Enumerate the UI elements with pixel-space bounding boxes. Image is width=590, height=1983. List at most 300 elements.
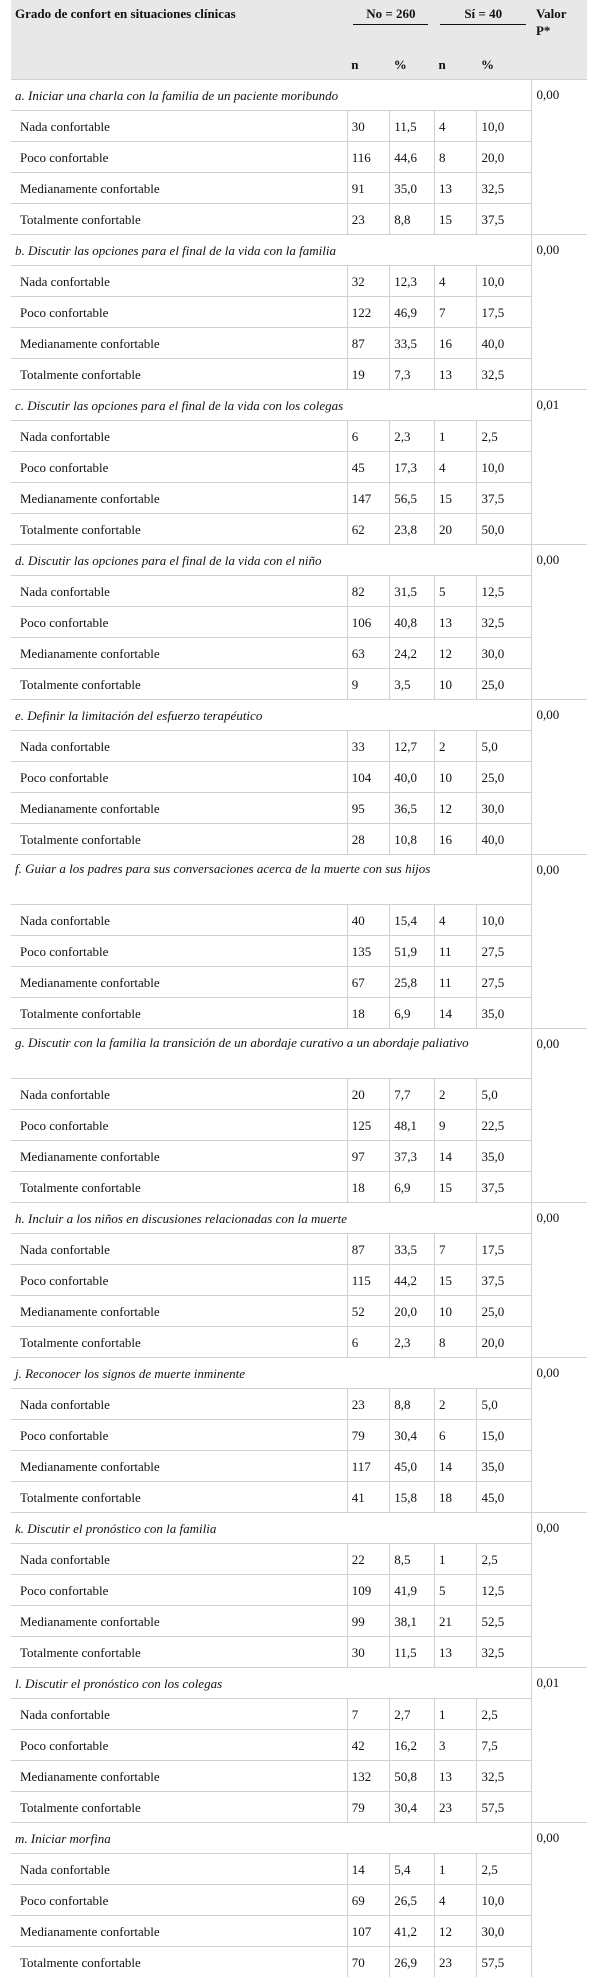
table-row	[11, 514, 587, 545]
comfort-level-label: Nada confortable	[11, 266, 347, 297]
table-row	[11, 483, 587, 514]
no-count: 62	[347, 514, 390, 545]
table-row	[11, 1916, 587, 1947]
si-count: 21	[434, 1606, 477, 1637]
no-percent: 10,8	[390, 824, 435, 855]
si-count: 12	[434, 1916, 477, 1947]
table-row	[11, 266, 587, 297]
si-percent: 37,5	[477, 1172, 532, 1203]
no-percent: 30,4	[390, 1420, 435, 1451]
si-count: 1	[434, 1854, 477, 1885]
header-group-no: No = 260	[347, 0, 434, 49]
comfort-level-label: Nada confortable	[11, 576, 347, 607]
no-percent: 37,3	[390, 1141, 435, 1172]
si-count: 13	[434, 1761, 477, 1792]
p-value: 0,00	[532, 855, 587, 1029]
no-percent: 41,9	[390, 1575, 435, 1606]
si-count: 1	[434, 1699, 477, 1730]
table-row	[11, 1141, 587, 1172]
si-percent: 12,5	[477, 576, 532, 607]
section-row	[11, 390, 587, 421]
header-no-pct: %	[390, 49, 435, 80]
no-count: 91	[347, 173, 390, 204]
si-count: 10	[434, 762, 477, 793]
si-percent: 50,0	[477, 514, 532, 545]
table-row	[11, 1389, 587, 1420]
table-row	[11, 111, 587, 142]
si-count: 5	[434, 576, 477, 607]
si-count: 2	[434, 731, 477, 762]
si-percent: 30,0	[477, 638, 532, 669]
si-count: 14	[434, 998, 477, 1029]
comfort-level-label: Nada confortable	[11, 1854, 347, 1885]
section-row	[11, 235, 587, 266]
no-count: 63	[347, 638, 390, 669]
si-count: 16	[434, 824, 477, 855]
comfort-level-label: Medianamente confortable	[11, 173, 347, 204]
table-row	[11, 998, 587, 1029]
si-count: 23	[434, 1792, 477, 1823]
comfort-level-label: Medianamente confortable	[11, 967, 347, 998]
no-count: 9	[347, 669, 390, 700]
no-percent: 33,5	[390, 1234, 435, 1265]
table-header	[11, 0, 587, 80]
si-percent: 57,5	[477, 1947, 532, 1978]
si-percent: 2,5	[477, 421, 532, 452]
no-count: 33	[347, 731, 390, 762]
no-percent: 16,2	[390, 1730, 435, 1761]
si-count: 12	[434, 793, 477, 824]
si-percent: 40,0	[477, 328, 532, 359]
si-percent: 5,0	[477, 1389, 532, 1420]
no-count: 116	[347, 142, 390, 173]
table-row	[11, 638, 587, 669]
no-count: 95	[347, 793, 390, 824]
comfort-level-label: Poco confortable	[11, 297, 347, 328]
comfort-level-label: Poco confortable	[11, 607, 347, 638]
no-percent: 5,4	[390, 1854, 435, 1885]
comfort-level-label: Medianamente confortable	[11, 638, 347, 669]
si-percent: 27,5	[477, 936, 532, 967]
section-title: f. Guiar a los padres para sus conversaciones acerca de la muerte con sus hijos	[11, 855, 532, 905]
si-count: 23	[434, 1947, 477, 1978]
no-count: 99	[347, 1606, 390, 1637]
comfort-level-label: Poco confortable	[11, 1730, 347, 1761]
no-count: 52	[347, 1296, 390, 1327]
table-row	[11, 1544, 587, 1575]
p-value: 0,00	[532, 235, 587, 390]
si-count: 4	[434, 111, 477, 142]
no-percent: 51,9	[390, 936, 435, 967]
header-pvalue: Valor P*	[532, 0, 587, 80]
comfort-level-label: Totalmente confortable	[11, 359, 347, 390]
no-count: 23	[347, 204, 390, 235]
table-row	[11, 1172, 587, 1203]
section-row	[11, 700, 587, 731]
si-count: 1	[434, 421, 477, 452]
section-title: e. Definir la limitación del esfuerzo terapéutico	[11, 700, 532, 731]
section-title: h. Incluir a los niños en discusiones relacionadas con la muerte	[11, 1203, 532, 1234]
si-percent: 20,0	[477, 1327, 532, 1358]
si-percent: 40,0	[477, 824, 532, 855]
table-body	[11, 80, 587, 1978]
no-count: 67	[347, 967, 390, 998]
no-count: 79	[347, 1420, 390, 1451]
si-percent: 25,0	[477, 669, 532, 700]
no-count: 97	[347, 1141, 390, 1172]
section-title: b. Discutir las opciones para el final de la vida con la familia	[11, 235, 532, 266]
no-percent: 11,5	[390, 1637, 435, 1668]
si-percent: 10,0	[477, 452, 532, 483]
comfort-level-label: Poco confortable	[11, 1575, 347, 1606]
si-count: 15	[434, 1172, 477, 1203]
no-percent: 17,3	[390, 452, 435, 483]
section-title: m. Iniciar morfina	[11, 1823, 532, 1854]
header-label-column: Grado de confort en situaciones clínicas	[11, 0, 347, 49]
comfort-level-label: Poco confortable	[11, 1885, 347, 1916]
si-percent: 32,5	[477, 1637, 532, 1668]
no-count: 122	[347, 297, 390, 328]
section-title: j. Reconocer los signos de muerte inminente	[11, 1358, 532, 1389]
no-count: 18	[347, 1172, 390, 1203]
table-row	[11, 1606, 587, 1637]
comfort-level-label: Medianamente confortable	[11, 1761, 347, 1792]
no-percent: 26,5	[390, 1885, 435, 1916]
si-count: 10	[434, 669, 477, 700]
si-percent: 7,5	[477, 1730, 532, 1761]
si-percent: 45,0	[477, 1482, 532, 1513]
table-row	[11, 1792, 587, 1823]
no-percent: 8,8	[390, 1389, 435, 1420]
p-value: 0,01	[532, 390, 587, 545]
si-count: 18	[434, 1482, 477, 1513]
table-row	[11, 452, 587, 483]
table-row	[11, 905, 587, 936]
no-percent: 7,7	[390, 1079, 435, 1110]
section-title: d. Discutir las opciones para el final de la vida con el niño	[11, 545, 532, 576]
table-row	[11, 1110, 587, 1141]
no-count: 28	[347, 824, 390, 855]
no-percent: 25,8	[390, 967, 435, 998]
table-row	[11, 1451, 587, 1482]
si-count: 4	[434, 1885, 477, 1916]
comfort-level-label: Nada confortable	[11, 731, 347, 762]
comfort-level-label: Totalmente confortable	[11, 1792, 347, 1823]
no-count: 147	[347, 483, 390, 514]
si-percent: 35,0	[477, 998, 532, 1029]
si-percent: 37,5	[477, 204, 532, 235]
si-percent: 17,5	[477, 297, 532, 328]
no-count: 7	[347, 1699, 390, 1730]
si-percent: 5,0	[477, 1079, 532, 1110]
si-count: 8	[434, 1327, 477, 1358]
comfort-level-label: Poco confortable	[11, 762, 347, 793]
section-row	[11, 1358, 587, 1389]
si-percent: 32,5	[477, 359, 532, 390]
table-row	[11, 328, 587, 359]
table-row	[11, 1296, 587, 1327]
comfort-level-label: Medianamente confortable	[11, 1916, 347, 1947]
no-percent: 11,5	[390, 111, 435, 142]
si-count: 2	[434, 1079, 477, 1110]
no-percent: 33,5	[390, 328, 435, 359]
no-percent: 41,2	[390, 1916, 435, 1947]
no-percent: 7,3	[390, 359, 435, 390]
si-percent: 37,5	[477, 483, 532, 514]
no-percent: 45,0	[390, 1451, 435, 1482]
comfort-level-label: Medianamente confortable	[11, 1296, 347, 1327]
section-title: l. Discutir el pronóstico con los colegas	[11, 1668, 532, 1699]
table-row	[11, 607, 587, 638]
si-count: 12	[434, 638, 477, 669]
no-percent: 44,2	[390, 1265, 435, 1296]
section-row	[11, 1513, 587, 1544]
no-count: 22	[347, 1544, 390, 1575]
no-count: 69	[347, 1885, 390, 1916]
si-percent: 25,0	[477, 762, 532, 793]
no-count: 14	[347, 1854, 390, 1885]
si-percent: 5,0	[477, 731, 532, 762]
no-percent: 48,1	[390, 1110, 435, 1141]
si-percent: 32,5	[477, 607, 532, 638]
no-percent: 38,1	[390, 1606, 435, 1637]
no-count: 117	[347, 1451, 390, 1482]
si-count: 20	[434, 514, 477, 545]
no-count: 40	[347, 905, 390, 936]
comfort-level-label: Nada confortable	[11, 111, 347, 142]
comfort-level-label: Medianamente confortable	[11, 1606, 347, 1637]
section-row	[11, 80, 587, 111]
comfort-level-label: Nada confortable	[11, 1079, 347, 1110]
section-title: g. Discutir con la familia la transición de un abordaje curativo a un abordaje paliativo	[11, 1029, 532, 1079]
table-row	[11, 1575, 587, 1606]
si-count: 15	[434, 204, 477, 235]
no-percent: 26,9	[390, 1947, 435, 1978]
section-row	[11, 545, 587, 576]
section-row	[11, 1203, 587, 1234]
p-value: 0,00	[532, 700, 587, 855]
no-percent: 56,5	[390, 483, 435, 514]
section-title: k. Discutir el pronóstico con la familia	[11, 1513, 532, 1544]
si-percent: 35,0	[477, 1141, 532, 1172]
header-si-pct: %	[477, 49, 532, 80]
table-row	[11, 936, 587, 967]
no-count: 115	[347, 1265, 390, 1296]
no-percent: 8,8	[390, 204, 435, 235]
no-percent: 50,8	[390, 1761, 435, 1792]
no-percent: 2,7	[390, 1699, 435, 1730]
comfort-level-label: Poco confortable	[11, 936, 347, 967]
no-count: 79	[347, 1792, 390, 1823]
no-percent: 36,5	[390, 793, 435, 824]
no-percent: 23,8	[390, 514, 435, 545]
table-row	[11, 967, 587, 998]
table-row	[11, 1079, 587, 1110]
no-percent: 30,4	[390, 1792, 435, 1823]
section-row	[11, 1823, 587, 1854]
table-row	[11, 793, 587, 824]
no-count: 135	[347, 936, 390, 967]
no-count: 6	[347, 1327, 390, 1358]
table-row	[11, 731, 587, 762]
section-row	[11, 1029, 587, 1079]
no-count: 30	[347, 1637, 390, 1668]
si-count: 13	[434, 173, 477, 204]
no-count: 19	[347, 359, 390, 390]
si-count: 11	[434, 936, 477, 967]
comfort-level-label: Nada confortable	[11, 1389, 347, 1420]
header-group-si: Sí = 40	[434, 0, 532, 49]
p-value: 0,00	[532, 80, 587, 235]
comfort-level-label: Poco confortable	[11, 452, 347, 483]
si-count: 3	[434, 1730, 477, 1761]
no-percent: 12,3	[390, 266, 435, 297]
table-row	[11, 297, 587, 328]
si-percent: 35,0	[477, 1451, 532, 1482]
comfort-level-label: Medianamente confortable	[11, 793, 347, 824]
si-percent: 27,5	[477, 967, 532, 998]
comfort-level-label: Totalmente confortable	[11, 514, 347, 545]
si-count: 13	[434, 359, 477, 390]
si-count: 5	[434, 1575, 477, 1606]
si-percent: 22,5	[477, 1110, 532, 1141]
no-count: 104	[347, 762, 390, 793]
no-percent: 20,0	[390, 1296, 435, 1327]
si-percent: 2,5	[477, 1699, 532, 1730]
comfort-level-label: Totalmente confortable	[11, 1327, 347, 1358]
comfort-level-label: Medianamente confortable	[11, 328, 347, 359]
no-percent: 15,8	[390, 1482, 435, 1513]
comfort-level-label: Nada confortable	[11, 1544, 347, 1575]
comfort-level-label: Poco confortable	[11, 1110, 347, 1141]
si-count: 2	[434, 1389, 477, 1420]
si-percent: 30,0	[477, 1916, 532, 1947]
no-count: 106	[347, 607, 390, 638]
no-count: 32	[347, 266, 390, 297]
table-row	[11, 576, 587, 607]
no-count: 45	[347, 452, 390, 483]
no-count: 20	[347, 1079, 390, 1110]
no-percent: 12,7	[390, 731, 435, 762]
si-count: 4	[434, 266, 477, 297]
comfort-level-label: Poco confortable	[11, 1265, 347, 1296]
no-count: 70	[347, 1947, 390, 1978]
p-value: 0,00	[532, 545, 587, 700]
table-row	[11, 1730, 587, 1761]
si-count: 4	[434, 905, 477, 936]
si-count: 15	[434, 1265, 477, 1296]
comfort-level-label: Totalmente confortable	[11, 1172, 347, 1203]
table-row	[11, 1265, 587, 1296]
no-percent: 31,5	[390, 576, 435, 607]
si-percent: 25,0	[477, 1296, 532, 1327]
table-row	[11, 762, 587, 793]
p-value: 0,00	[532, 1358, 587, 1513]
table-row	[11, 1854, 587, 1885]
p-value: 0,00	[532, 1029, 587, 1203]
si-percent: 10,0	[477, 111, 532, 142]
si-count: 14	[434, 1451, 477, 1482]
no-percent: 44,6	[390, 142, 435, 173]
comfort-level-label: Totalmente confortable	[11, 1482, 347, 1513]
comfort-level-label: Poco confortable	[11, 142, 347, 173]
section-title: c. Discutir las opciones para el final de la vida con los colegas	[11, 390, 532, 421]
si-count: 1	[434, 1544, 477, 1575]
comfort-level-label: Totalmente confortable	[11, 669, 347, 700]
si-count: 16	[434, 328, 477, 359]
section-title: a. Iniciar una charla con la familia de un paciente moribundo	[11, 80, 532, 111]
si-count: 4	[434, 452, 477, 483]
si-percent: 17,5	[477, 1234, 532, 1265]
table-row	[11, 421, 587, 452]
no-count: 109	[347, 1575, 390, 1606]
table-row	[11, 1637, 587, 1668]
no-count: 107	[347, 1916, 390, 1947]
no-percent: 2,3	[390, 1327, 435, 1358]
comfort-table	[11, 0, 587, 1977]
no-percent: 40,0	[390, 762, 435, 793]
section-row	[11, 855, 587, 905]
si-percent: 37,5	[477, 1265, 532, 1296]
si-count: 7	[434, 297, 477, 328]
si-percent: 52,5	[477, 1606, 532, 1637]
comfort-level-label: Nada confortable	[11, 1699, 347, 1730]
comfort-level-label: Medianamente confortable	[11, 483, 347, 514]
si-percent: 57,5	[477, 1792, 532, 1823]
si-count: 11	[434, 967, 477, 998]
table-row	[11, 1699, 587, 1730]
si-percent: 15,0	[477, 1420, 532, 1451]
comfort-level-label: Totalmente confortable	[11, 204, 347, 235]
no-percent: 24,2	[390, 638, 435, 669]
no-percent: 40,8	[390, 607, 435, 638]
no-percent: 35,0	[390, 173, 435, 204]
no-count: 125	[347, 1110, 390, 1141]
comfort-level-label: Nada confortable	[11, 421, 347, 452]
no-percent: 3,5	[390, 669, 435, 700]
no-count: 18	[347, 998, 390, 1029]
p-value: 0,00	[532, 1203, 587, 1358]
table-row	[11, 824, 587, 855]
p-value: 0,01	[532, 1668, 587, 1823]
table-row	[11, 1420, 587, 1451]
table-row	[11, 1947, 587, 1978]
si-count: 10	[434, 1296, 477, 1327]
si-percent: 30,0	[477, 793, 532, 824]
comfort-level-label: Medianamente confortable	[11, 1141, 347, 1172]
no-count: 30	[347, 111, 390, 142]
comfort-level-label: Nada confortable	[11, 1234, 347, 1265]
header-no-n: n	[347, 49, 390, 80]
table-row	[11, 204, 587, 235]
si-count: 13	[434, 607, 477, 638]
no-count: 87	[347, 328, 390, 359]
no-percent: 46,9	[390, 297, 435, 328]
no-percent: 8,5	[390, 1544, 435, 1575]
si-percent: 2,5	[477, 1544, 532, 1575]
p-value: 0,00	[532, 1513, 587, 1668]
table-row	[11, 1327, 587, 1358]
no-count: 41	[347, 1482, 390, 1513]
no-count: 6	[347, 421, 390, 452]
table-row	[11, 1761, 587, 1792]
table-row	[11, 1885, 587, 1916]
no-count: 82	[347, 576, 390, 607]
no-percent: 6,9	[390, 1172, 435, 1203]
comfort-level-label: Totalmente confortable	[11, 1947, 347, 1978]
table-row	[11, 669, 587, 700]
table-row	[11, 1482, 587, 1513]
